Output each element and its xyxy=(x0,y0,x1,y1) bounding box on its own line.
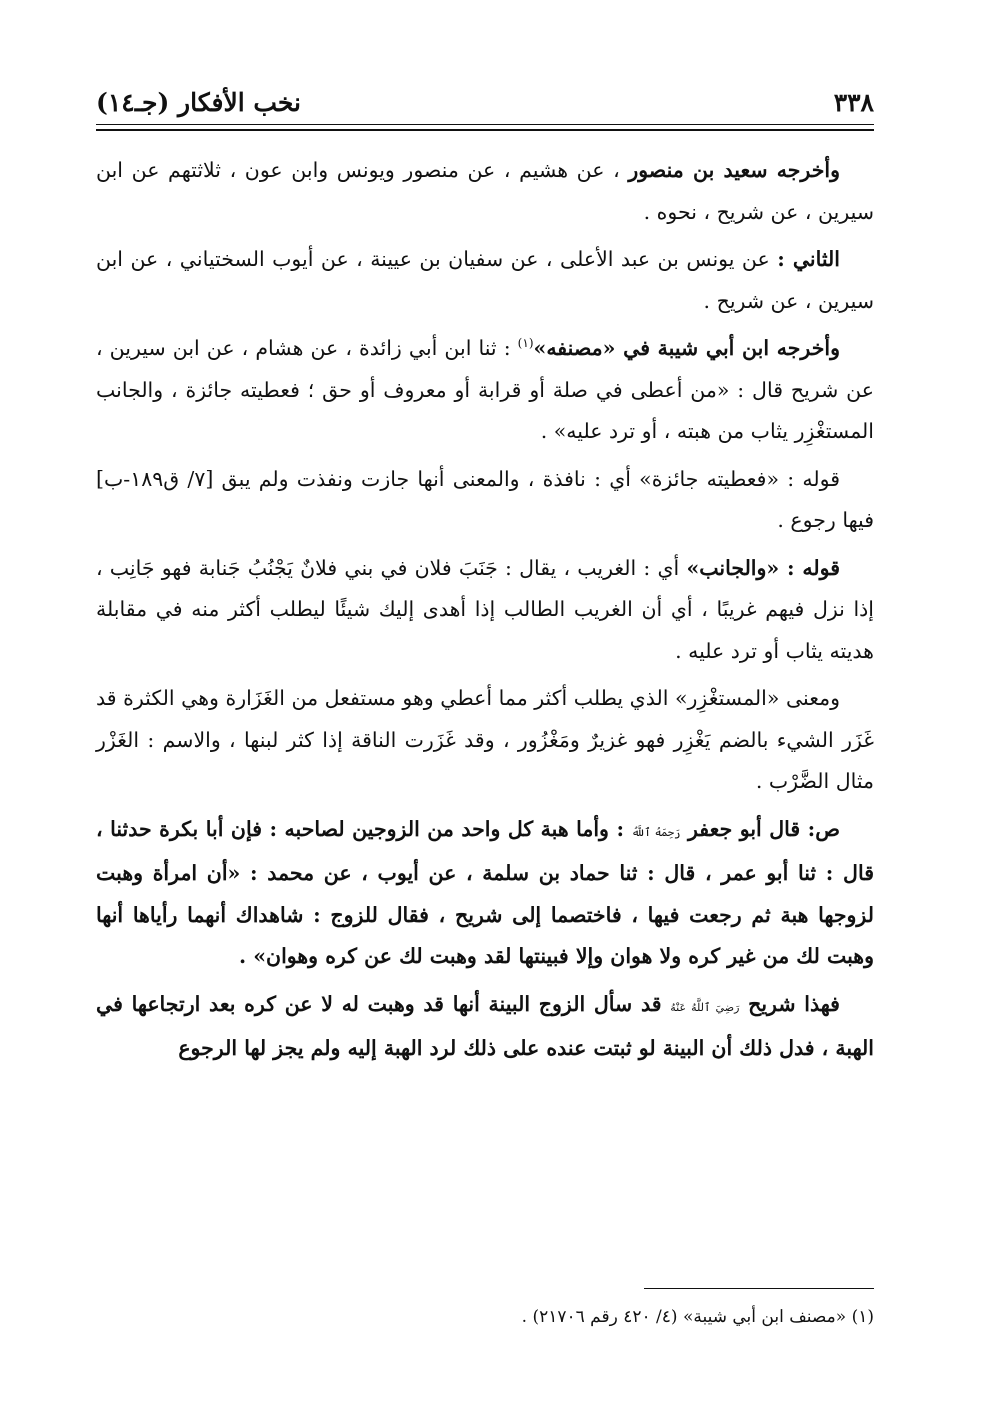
bold-lead: الثاني : xyxy=(777,247,840,271)
honorific-glyph: رَحِمَهُ ٱللَّهُ xyxy=(631,825,681,839)
running-header xyxy=(96,82,874,122)
paragraph-text: ، عن هشيم ، عن منصور ويونس وابن عون ، ثلاثتهم عن ابن سيرين ، عن شريح ، نحوه . xyxy=(96,158,874,224)
paragraph-7 xyxy=(96,809,874,978)
header-rule-thick xyxy=(96,129,874,131)
bold-lead: وأخرجه سعيد بن منصور xyxy=(628,158,840,182)
paragraph-5 xyxy=(96,548,874,673)
book-title: نخب الأفكار (جـ١٤) xyxy=(96,87,302,117)
footnote-1: (١) «مصنف ابن أبي شيبة» (٤/ ٤٢٠ رقم ٢١٧٠٦) . xyxy=(521,1307,874,1327)
paragraph-8 xyxy=(96,984,874,1070)
paragraph-4 xyxy=(96,459,874,542)
page-number: ٣٣٨ xyxy=(833,87,874,117)
paragraph-lead: ص: قال أبو جعفر xyxy=(688,816,841,841)
paragraph-text: ومعنى «المستغْزِر» الذي يطلب أكثر مما أعطي وهو مستفعل من الغَزَارة وهي الكثرة قد غَزَر الشيء بالضم يَغْزِر فهو غزيرٌ ومَغْزُور ، وقد غَزَرت الناقة إذا كثر لبنها ، والاسم : الغَزْر مثال الضَّرْب . xyxy=(96,686,874,793)
paragraph-text: أي : الغريب ، يقال : جَنَبَ فلان في بني فلانٌ يَجْنُبُ جَنابة فهو جَانِب ، إذا نزل فيهم غريبًا ، أي أن الغريب الطالب إذا أهدى إليك شيئًا ليطلب أكثر منه في مقابلة هديته يثاب أو ترد عليه . xyxy=(96,555,874,663)
footnote-ref: (١) xyxy=(517,336,534,351)
paragraph-text: قوله : «فعطيته جائزة» أي : نافذة ، والمعنى أنها جازت ونفذت ولم يبق [٧/ ق١٨٩-ب] فيها رجوع . xyxy=(96,466,874,532)
paragraph-text: قد سأل الزوج البينة أنها قد وهبت له لا عن كره بعد ارتجاعها في الهبة ، فدل ذلك أن البينة لو ثبتت عنده على ذلك لرد الهبة إليه ولم يجز لها الرجوع xyxy=(96,991,874,1060)
bold-lead: قوله : «والجانب» xyxy=(686,555,840,580)
paragraph-3 xyxy=(96,328,874,453)
book-page xyxy=(96,0,874,1417)
honorific-glyph: رَضِيَ ٱللَّهُ عَنْهُ xyxy=(670,1000,740,1014)
paragraph-lead: فهذا شريح xyxy=(748,991,840,1016)
paragraph-6 xyxy=(96,678,874,803)
paragraph-2 xyxy=(96,239,874,322)
paragraph-text: : وأما هبة كل واحد من الزوجين لصاحبه : فإن أبا بكرة حدثنا ، قال : ثنا أبو عمر ، قال : ثنا حماد بن سلمة ، عن أيوب ، عن محمد : «أن امرأة وهبت لزوجها هبة ثم رجعت فيها ، فاختصما إلى شريح ، فقال للزوج : شاهداك أنهما رأياها أنها وهبت لك من غير كره ولا هوان وإلا فبينتها لقد وهبت لك عن كره وهوان» . xyxy=(96,816,874,968)
footnote-separator xyxy=(644,1288,874,1289)
paragraph-text: : ثنا ابن أبي زائدة ، عن هشام ، عن ابن سيرين ، عن شريح قال : «من أعطى في صلة أو قرابة أو معروف أو حق ؛ فعطيته جائزة ، والجانب المستغْزِر يثاب من هبته ، أو ترد عليه» . xyxy=(96,336,874,443)
main-text xyxy=(96,150,874,1076)
paragraph-1 xyxy=(96,150,874,233)
header-rule-thin xyxy=(96,124,874,125)
bold-lead: وأخرجه ابن أبي شيبة في «مصنفه» xyxy=(533,336,840,360)
paragraph-text: عن يونس بن عبد الأعلى ، عن سفيان بن عيينة ، عن أيوب السختياني ، عن ابن سيرين ، عن شريح . xyxy=(96,247,874,313)
